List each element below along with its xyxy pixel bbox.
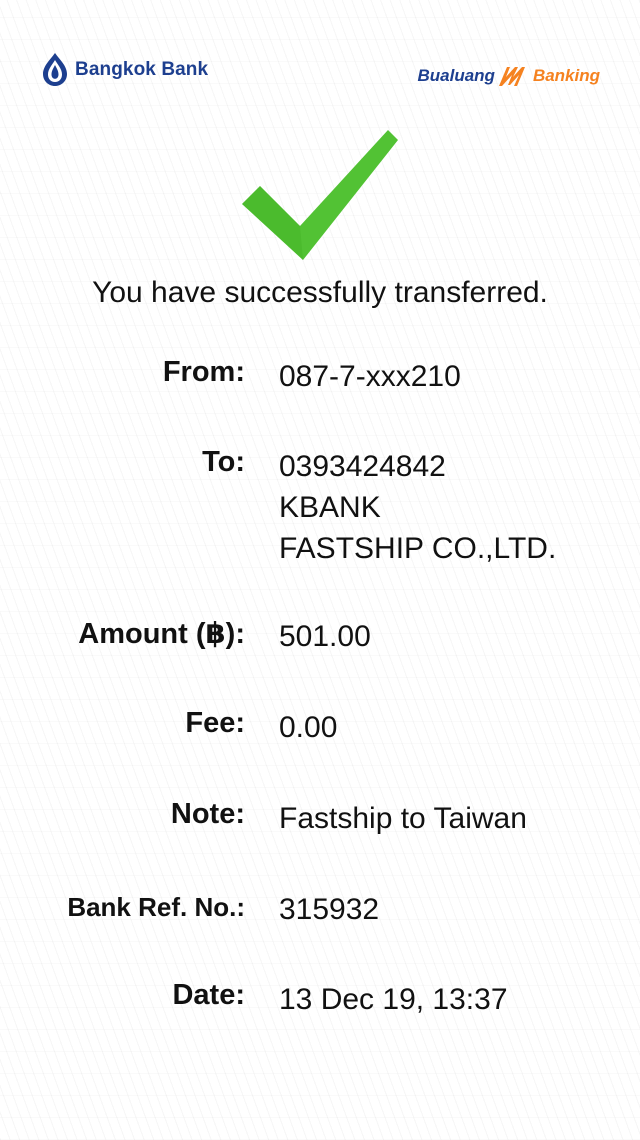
success-message: You have successfully transferred. — [92, 276, 548, 309]
date-label: Date: — [172, 979, 245, 1011]
bank-name: Bangkok Bank — [75, 59, 209, 80]
to-bank: KBANK — [279, 491, 381, 524]
bangkok-bank-emblem-icon — [40, 52, 70, 88]
to-account: 0393424842 — [279, 450, 446, 483]
m-mark-icon — [497, 64, 531, 88]
checkmark-icon — [240, 126, 400, 262]
header — [40, 52, 600, 92]
from-value: 087-7-xxx210 — [279, 360, 461, 393]
bank-ref-label: Bank Ref. No.: — [67, 892, 245, 922]
to-name: FASTSHIP CO.,LTD. — [279, 532, 557, 565]
date-value: 13 Dec 19, 13:37 — [279, 983, 508, 1016]
fee-value: 0.00 — [279, 711, 338, 744]
bangkok-bank-logo — [40, 52, 208, 88]
to-label: To: — [202, 446, 245, 478]
amount-label: Amount (฿): — [78, 618, 245, 650]
mbanking-logo — [417, 64, 600, 88]
from-label: From: — [162, 356, 245, 388]
brand-banking: Banking — [532, 66, 600, 85]
fee-label: Fee: — [185, 707, 245, 739]
bank-ref-value: 315932 — [279, 893, 380, 926]
note-value: Fastship to Taiwan — [279, 802, 527, 835]
note-label: Note: — [170, 798, 245, 830]
brand-bualuang: Bualuang — [417, 66, 495, 85]
amount-value: 501.00 — [279, 620, 371, 653]
